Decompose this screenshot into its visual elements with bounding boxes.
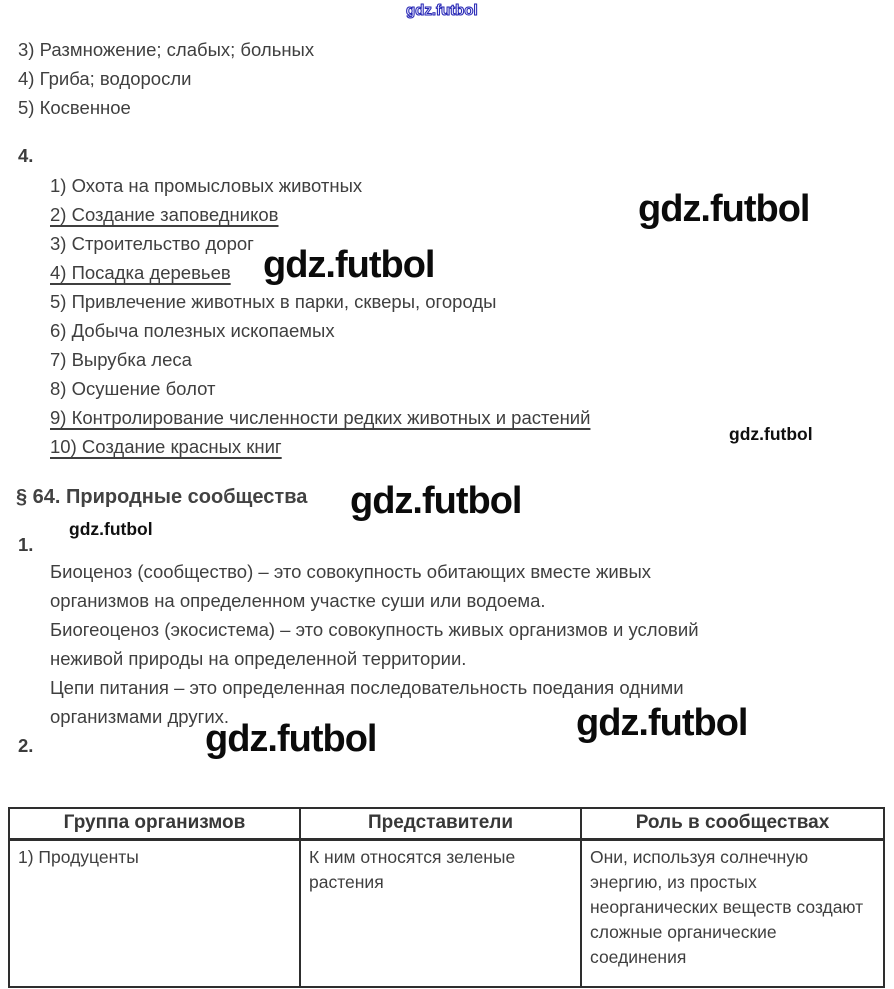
column-header-role: Роль в сообществах xyxy=(581,808,884,840)
list-item: 5) Привлечение животных в парки, скверы, огороды xyxy=(50,291,497,312)
list-item-underlined: 4) Посадка деревьев xyxy=(50,262,231,283)
top-answers-list xyxy=(18,35,314,122)
cell-role: Они, используя солнечную энергию, из простых неорганических веществ создают сложные органические соединения xyxy=(581,840,884,987)
task2-number: 2. xyxy=(18,735,34,756)
cell-group: 1) Продуценты xyxy=(9,840,300,987)
list-item: 5) Косвенное xyxy=(18,97,131,118)
list-item: 7) Вырубка леса xyxy=(50,349,192,370)
answers-table-wrapper xyxy=(8,807,885,988)
list-item: 1) Охота на промысловых животных xyxy=(50,175,363,196)
cell-representatives: К ним относятся зеленые растения xyxy=(300,840,581,987)
list-item-underlined: 10) Создание красных книг xyxy=(50,436,282,457)
answers-table xyxy=(8,807,885,988)
task4-number: 4. xyxy=(18,145,34,166)
watermark-big: gdz.futbol xyxy=(576,702,748,744)
task1-number: 1. xyxy=(18,534,34,555)
list-item-underlined: 9) Контролирование численности редких животных и растений xyxy=(50,407,591,428)
list-item: 4) Гриба; водоросли xyxy=(18,68,192,89)
paragraph-line: Биоценоз (сообщество) – это совокупность обитающих вместе живых xyxy=(50,561,652,582)
paragraph-line: организмов на определенном участке суши или водоема. xyxy=(50,590,546,611)
list-item: 8) Осушение болот xyxy=(50,378,216,399)
paragraph-line: организмами других. xyxy=(50,706,230,727)
paragraph-line: Биогеоценоз (экосистема) – это совокупность живых организмов и условий xyxy=(50,619,699,640)
task4-list xyxy=(50,171,590,461)
column-header-group: Группа организмов xyxy=(9,808,300,840)
paragraph-line: Цепи питания – это определенная последовательность поедания одними xyxy=(50,677,684,698)
watermark-small: gdz.futbol xyxy=(69,519,153,539)
watermark-small: gdz.futbol xyxy=(729,424,813,444)
section-heading: § 64. Природные сообщества xyxy=(16,486,308,508)
list-item: 3) Строительство дорог xyxy=(50,233,254,254)
watermark-big: gdz.futbol xyxy=(263,244,435,286)
watermark-big: gdz.futbol xyxy=(350,480,522,522)
list-item-underlined: 2) Создание заповедников xyxy=(50,204,279,225)
column-header-representatives: Представители xyxy=(300,808,581,840)
table-row xyxy=(9,840,884,987)
watermark-big: gdz.futbol xyxy=(205,718,377,760)
watermark-big: gdz.futbol xyxy=(638,188,810,230)
watermark-top: gdz.futbol xyxy=(406,2,478,19)
table-header-row xyxy=(9,808,884,840)
paragraph-line: неживой природы на определенной территории. xyxy=(50,648,467,669)
list-item: 6) Добыча полезных ископаемых xyxy=(50,320,335,341)
list-item: 3) Размножение; слабых; больных xyxy=(18,39,315,60)
